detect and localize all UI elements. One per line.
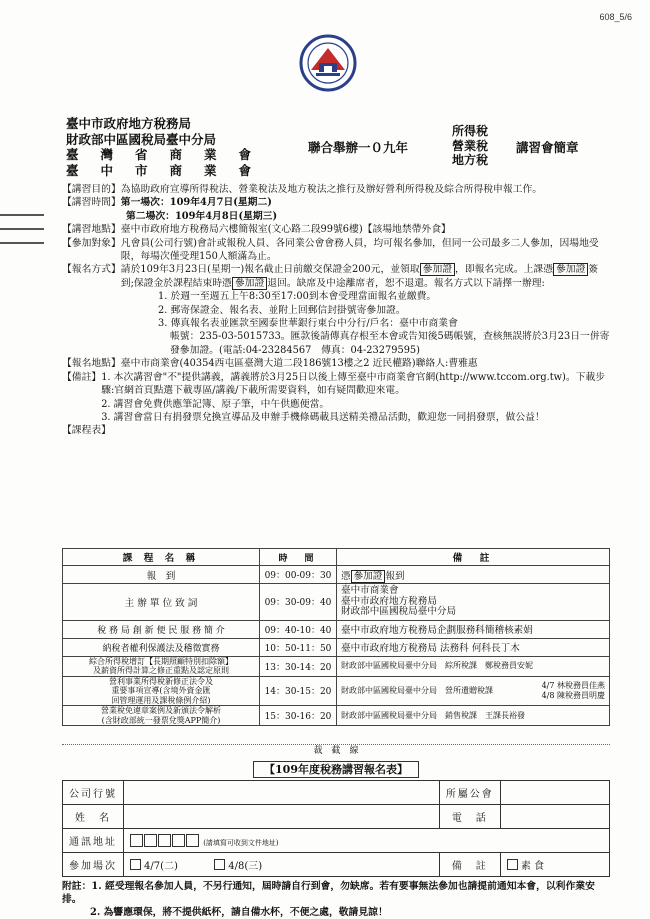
field-label: 通訊地址 — [63, 829, 124, 853]
course-time: 09：00-09：30 — [260, 566, 337, 584]
field-label: 備 註 — [439, 853, 500, 877]
form-row — [63, 781, 610, 805]
table-row — [63, 706, 610, 726]
cut-line: 裁 截 線 — [62, 744, 610, 764]
table-row — [63, 566, 610, 584]
session-options: 4/7(二) 4/8(三) — [124, 853, 440, 877]
place-text: 臺中市政府地方稅務局六樓簡報室(文心路二段99號6樓) — [120, 224, 363, 236]
course-note: 財政部中區國稅局臺中分局 銷售稅課 王課長裕發 — [337, 706, 610, 726]
course-note: 財政部中區國稅局臺中分局 綜所稅課 鄭稅務員安妮 — [337, 656, 610, 676]
postcode-box[interactable] — [158, 834, 171, 847]
time-row — [62, 196, 610, 209]
course-name: 營業稅免違章案例及新頒法令解析 (含財政部統一發票兌獎APP簡介) — [63, 706, 260, 726]
section-tag: 【報名方式】 — [62, 264, 121, 276]
association-field[interactable] — [500, 781, 609, 805]
course-time: 14：30-15：20 — [260, 676, 337, 706]
margin-mark — [0, 228, 44, 230]
course-note: 臺中市政府地方稅務局 法務科 何科長丁木 — [337, 638, 610, 656]
company-field[interactable] — [124, 781, 440, 805]
margin-mark — [0, 242, 44, 244]
field-label: 電 話 — [439, 805, 500, 829]
column-header: 備 註 — [337, 549, 610, 566]
postcode-box[interactable] — [186, 834, 199, 847]
footer-note: 2. 為響應環保，將不提供紙杯，請自備水杯，不便之處，敬請見諒！ — [90, 907, 388, 918]
title-suffix: 講習會簡章 — [516, 140, 579, 155]
address-field[interactable] — [124, 829, 610, 853]
tax-type: 營業稅 — [452, 138, 489, 153]
place-row — [62, 223, 610, 236]
pass-box: 參加證 — [232, 277, 267, 290]
signup-method: 1. 於週一至週五上午8:30至17:00到本會受理當面報名並繳費。 — [158, 291, 437, 303]
form-row — [63, 805, 610, 829]
course-name: 納稅者權利保護法及稽徵實務 — [63, 638, 260, 656]
note-item: 2. 講習會免費供應筆記簿、原子筆，中午供應便當。 — [101, 398, 330, 410]
course-note: 財政部中區國稅局臺中分局 營所遺贈稅課 4/7 林稅務員佳燕 4/8 陳稅務員明慶 — [337, 676, 610, 706]
address-row — [62, 357, 610, 370]
organizer-name: 臺中市商業會 — [66, 162, 274, 178]
postcode-box[interactable] — [172, 834, 185, 847]
joint-title: 聯合舉辦一０九年 — [308, 140, 409, 155]
document-id: 608_5/6 — [599, 12, 632, 22]
course-time: 15：30-16：20 — [260, 706, 337, 726]
course-note: 臺中市政府地方稅務局企劃服務科簡稽核素娟 — [337, 620, 610, 638]
target-text: 凡會員(公司行號)會計或報稅人員、各同業公會會務人員，均可報名參加，但同一公司最多二人參加，因場地受限，每場次僅受理150人額滿為止。 — [120, 237, 599, 263]
pass-box: 參加證 — [351, 570, 386, 583]
phone-field[interactable] — [500, 805, 609, 829]
purpose-row — [62, 183, 610, 196]
course-schedule-table — [62, 548, 610, 726]
field-label: 公司行號 — [63, 781, 124, 805]
section-tag: 【報名地點】 — [62, 358, 121, 370]
note-item: 1. 本次講習會"不"提供講義，講義將於3月25日以後上傳至臺中市商業會官網(http://www.tccom.org.tw)。下載步驟:官網首頁點選下載專區/講義/下載所需要資料，如有疑問歡迎來電。 — [101, 371, 606, 397]
session-checkbox[interactable] — [214, 859, 225, 870]
purpose-text: 為協助政府宣導所得稅法、營業稅法及地方稅法之推行及辦好營利所得稅及綜合所得稅申報工作。 — [120, 184, 543, 195]
course-name: 主 辦 單 位 致 詞 — [63, 584, 260, 621]
address-text: 臺中市商業會(40354西屯區臺灣大道二段186號13樓之2 近民權路)聯絡人:曹雅惠 — [120, 358, 478, 370]
place-note: 【該場地禁帶外食】 — [362, 224, 451, 236]
tax-types — [452, 124, 488, 168]
field-label: 姓 名 — [63, 805, 124, 829]
footer-note: 附註：1. 經受理報名參加人員，不另行通知，屆時請自行到會，勿缺席。若有要事無法參加也請提前通知本會，以利作業安排。 — [62, 881, 595, 905]
session-time: 第一場次：109年4月7日(星期二) — [120, 197, 272, 209]
target-row — [62, 237, 610, 264]
table-row — [63, 584, 610, 621]
registration-form — [62, 780, 610, 877]
notes-row — [62, 371, 610, 425]
signup-method: 3. 傳真報名表並匯款至國泰世華銀行東台中分行/戶名：臺中市商業會 — [158, 318, 458, 330]
form-row — [63, 829, 610, 853]
course-name: 稅 務 局 創 新 便 民 服 務 簡 介 — [63, 620, 260, 638]
section-tag: 【講習地點】 — [62, 224, 121, 236]
session-time: 第二場次：109年4月8日(星期三) — [126, 210, 278, 222]
organizer-name: 臺灣省商業會 — [66, 147, 274, 162]
pass-box: 參加證 — [553, 263, 588, 276]
margin-mark — [0, 214, 44, 216]
column-header: 時 間 — [260, 549, 337, 566]
tax-type: 地方稅 — [452, 153, 489, 167]
course-name: 營利事業所得稅新修正法令及 重要事項宣導(含境外資金匯 回管理運用及課稅條例介紹) — [63, 676, 260, 706]
session-checkbox[interactable] — [130, 859, 141, 870]
table-row — [63, 638, 610, 656]
postcode-box[interactable] — [130, 834, 143, 847]
remark-options: 素 食 — [500, 853, 609, 877]
address-hint: (請填寫可收到文件地址) — [203, 838, 279, 847]
field-label: 所屬公會 — [439, 781, 500, 805]
footer-notes — [62, 880, 610, 919]
section-tag: 【備註】 — [62, 371, 102, 383]
section-tag: 【參加對象】 — [62, 237, 121, 249]
signup-text: 請於109年3月23日(星期一)報名截止日前繳交保證金200元，並領取 參加證 ，即報名完成。上課憑 參加證 簽到;保證金於課程結束時憑 參加證 退回。缺席及中途離席者，恕不退還。報名方式以下請擇一辦理: — [120, 264, 599, 289]
organizer-name: 財政部中區國稅局臺中分局 — [66, 131, 217, 147]
association-logo — [298, 30, 358, 100]
organizer-name: 臺中市政府地方稅務局 — [66, 116, 192, 131]
column-header: 課 程 名 稱 — [63, 549, 260, 566]
name-field[interactable] — [124, 805, 440, 829]
course-note: 憑 參加證 報到 — [337, 566, 610, 584]
table-row — [63, 676, 610, 706]
organizer-list — [66, 116, 311, 178]
table-row — [63, 656, 610, 676]
pass-box: 參加證 — [420, 263, 455, 276]
section-tag: 【講習時間】 — [62, 197, 121, 209]
vegetarian-checkbox[interactable] — [507, 859, 518, 870]
form-row — [63, 853, 610, 877]
note-item: 3. 講習會當日有捐發票兌換宣導品及申辦手機條碼載具送精美禮品活動，歡迎您一同捐發票，做公益！ — [101, 411, 545, 423]
signup-row — [62, 263, 610, 290]
table-header-row — [63, 549, 610, 566]
course-name: 報 到 — [63, 566, 260, 584]
postcode-box[interactable] — [144, 834, 157, 847]
announcement-body — [62, 183, 610, 438]
field-label: 參加場次 — [63, 853, 124, 877]
bank-account: 帳號：235-03-5015733。匯款後請傳真存根至本會或告知後5碼帳號，查核無誤將於3月23日一併寄發參加證。(電話:04-23284567 傳真：04-23279595) — [170, 331, 610, 356]
course-time: 09：40-10：40 — [260, 620, 337, 638]
table-row — [63, 620, 610, 638]
signup-method: 2. 郵寄保證金、報名表、並附上回郵信封掛號寄參加證。 — [158, 304, 406, 316]
section-tag: 【課程表】 — [62, 425, 111, 437]
course-time: 10：50-11：50 — [260, 638, 337, 656]
course-name: 綜合所得稅增訂【長期照顧特別扣除額】 及薪資所得計算之修正重點及認定原則 — [63, 656, 260, 676]
form-title: 【109年度稅務講習報名表】 — [62, 761, 610, 777]
tax-type: 所得稅 — [452, 124, 489, 138]
course-time: 09：30-09：40 — [260, 584, 337, 621]
course-time: 13：30-14：20 — [260, 656, 337, 676]
course-note: 臺中市商業會 臺中市政府地方稅務局 財政部中區國稅局臺中分局 — [337, 584, 610, 621]
section-tag: 【講習目的】 — [62, 184, 121, 195]
